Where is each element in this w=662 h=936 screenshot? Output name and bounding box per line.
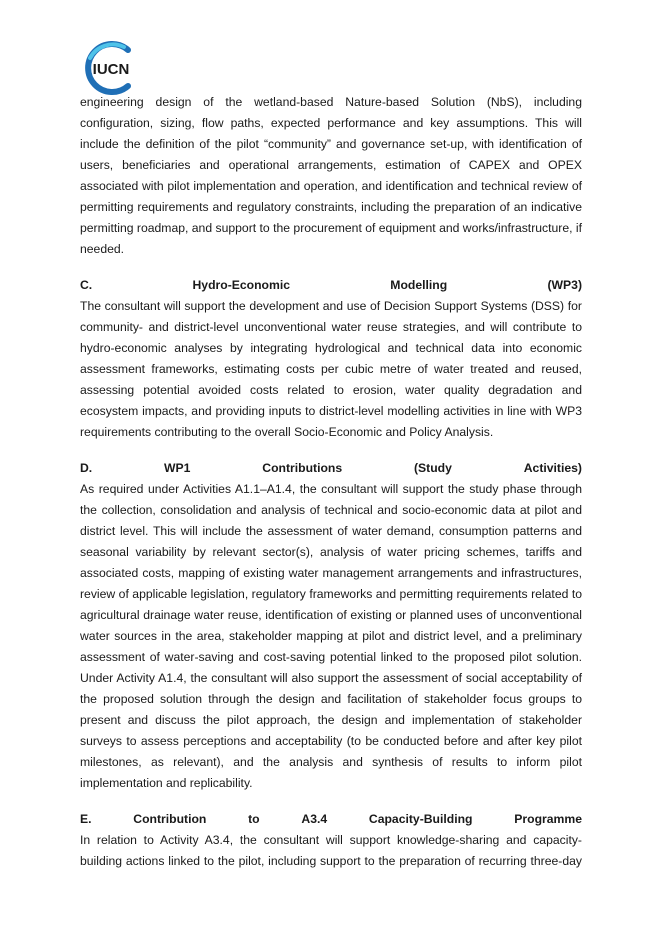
heading-word: C. <box>80 278 93 292</box>
document-body <box>80 92 582 872</box>
section-c-heading <box>80 275 582 296</box>
heading-word: Hydro-Economic <box>192 278 290 292</box>
heading-word: Programme <box>514 812 582 826</box>
heading-word: A3.4 <box>301 812 328 826</box>
section-d-paragraph: As required under Activities A1.1–A1.4, the consultant will support the study phase through the collection, consolidation and analysis of technical and socio-economic data at pilot and district level. This will include the assessment of water demand, consumption patterns and seasonal variability by relevant sector(s), analysis of water pricing schemes, tariffs and associated costs, mapping of existing water management arrangements and infrastructures, review of applicable legislation, regulatory frameworks and permitting requirements related to agricultural drainage water reuse, identification of existing or planned uses of unconventional water sources in the area, stakeholder mapping at pilot and district level, and a preliminary assessment of water-saving and cost-saving potential linked to the proposed pilot solution. Under Activity A1.4, the consultant will also support the assessment of social acceptability of the proposed solution through the design and facilitation of stakeholder focus groups to present and discuss the pilot approach, the design and implementation of stakeholder surveys to assess perceptions and acceptability (to be conducted before and after key pilot milestones, as relevant), and the analysis and synthesis of results to inform pilot implementation and replicability. <box>80 482 582 790</box>
heading-word: Contribution <box>133 812 207 826</box>
heading-word: WP1 <box>164 461 191 475</box>
heading-word: to <box>248 812 260 826</box>
heading-word: (Study <box>413 461 452 475</box>
heading-word: Capacity-Building <box>368 812 473 826</box>
heading-word: Modelling <box>390 278 448 292</box>
section-e-heading <box>80 809 582 830</box>
section-d-heading <box>80 458 582 479</box>
iucn-logo <box>80 38 140 98</box>
section-e-paragraph: In relation to Activity A3.4, the consultant will support knowledge-sharing and capacity-building actions linked to the pilot, including support to the preparation of recurring three-day <box>80 833 582 868</box>
heading-word: E. <box>80 812 92 826</box>
heading-word: D. <box>80 461 93 475</box>
heading-word: Activities) <box>523 461 582 475</box>
heading-word: (WP3) <box>547 278 582 292</box>
intro-paragraph: engineering design of the wetland-based Nature-based Solution (NbS), including configuration, sizing, flow paths, expected performance and key assumptions. This will include the definition of the pilot “community” and governance set-up, with identification of users, beneficiaries and operational arrangements, estimation of CAPEX and OPEX associated with pilot implementation and operation, and identification and technical review of permitting requirements and regulatory constraints, including the preparation of an indicative permitting roadmap, and support to the procurement of equipment and works/infrastructure, if needed. <box>80 95 582 256</box>
heading-word: Contributions <box>262 461 343 475</box>
logo-text: IUCN <box>92 61 130 78</box>
section-c-paragraph: The consultant will support the development and use of Decision Support Systems (DSS) for community- and district-level unconventional water reuse strategies, and will contribute to hydro-economic analyses by integrating hydrological and technical data into economic assessment frameworks, estimating costs per cubic metre of water treated and reused, assessing potential avoided costs related to erosion, water quality degradation and ecosystem impacts, and providing inputs to district-level modelling activities in line with WP3 requirements contributing to the overall Socio-Economic and Policy Analysis. <box>80 299 582 439</box>
iucn-logo-icon <box>80 38 140 98</box>
